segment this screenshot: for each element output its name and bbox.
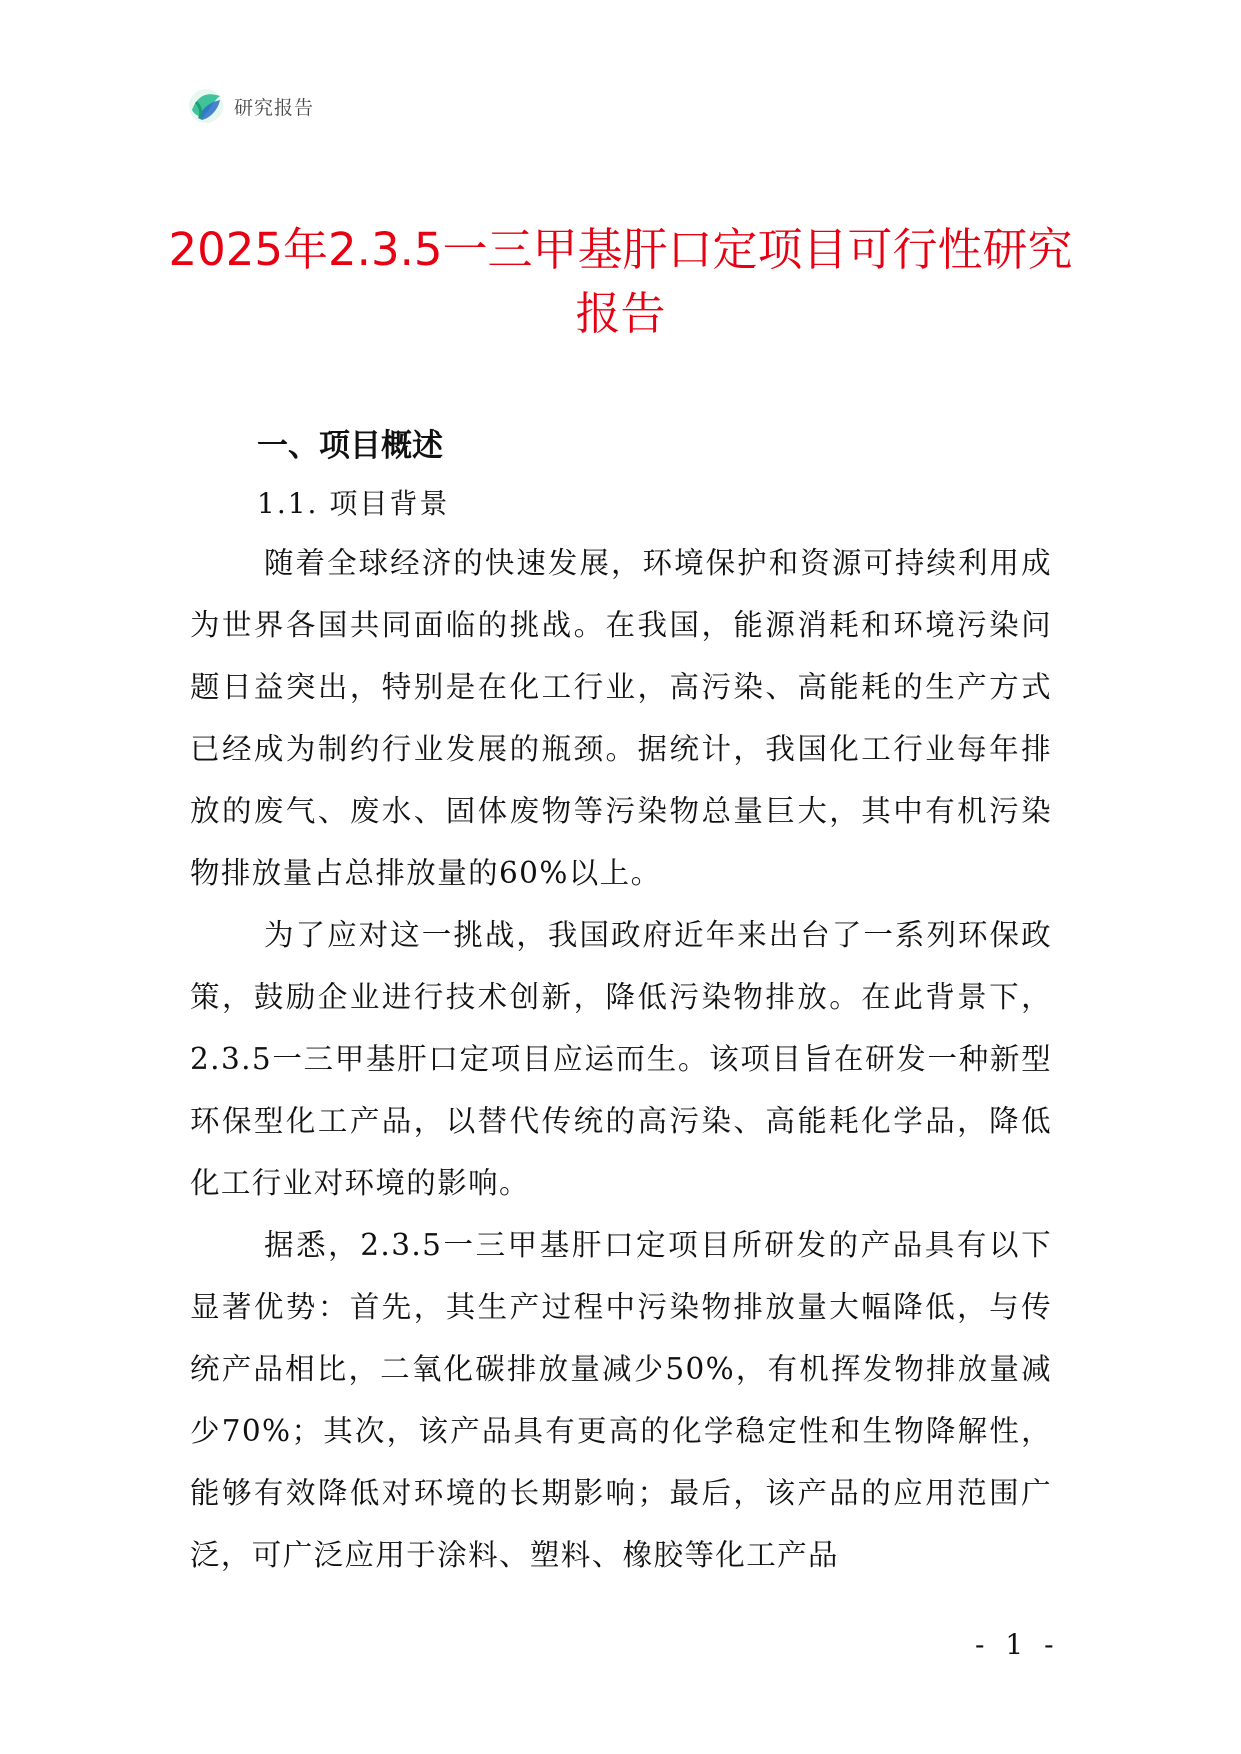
paragraph-3: 据悉，2.3.5一三甲基肝口定项目所研发的产品具有以下显著优势：首先，其生产过程中污染物排放量大幅降低，与传统产品相比，二氧化碳排放量减少50%，有机挥发物排放量减少70%；其次，该产品具有更高的化学稳定性和生物降解性，能够有效降低对环境的长期影响；最后，该产品的应用范围广泛，可广泛应用于涂料、塑料、橡胶等化工产品 [190, 1228, 1052, 1572]
section-heading: 一、项目概述 [257, 428, 443, 464]
paragraph-1: 随着全球经济的快速发展，环境保护和资源可持续利用成为世界各国共同面临的挑战。在我国，能源消耗和环境污染问题日益突出，特别是在化工行业，高污染、高能耗的生产方式已经成为制约行业发展的瓶颈。据统计，我国化工行业每年排放的废气、废水、固体废物等污染物总量巨大，其中有机污染物排放量占总排放量的60%以上。 [190, 546, 1052, 890]
header-label: 研究报告 [234, 96, 315, 119]
paragraph-2: 为了应对这一挑战，我国政府近年来出台了一系列环保政策，鼓励企业进行技术创新，降低污染物排放。在此背景下，2.3.5一三甲基肝口定项目应运而生。该项目旨在研发一种新型环保型化工产品，以替代传统的高污染、高能耗化学品，降低化工行业对环境的影响。 [190, 918, 1052, 1200]
leaf-logo-icon [188, 88, 224, 124]
document-header [188, 86, 314, 126]
subsection-heading: 1.1. 项目背景 [257, 487, 450, 520]
document-title: 2025年2.3.5一三甲基肝口定项目可行性研究报告 [168, 223, 1073, 340]
page-number: - 1 - [975, 1628, 1060, 1661]
body-text [190, 532, 1052, 1586]
